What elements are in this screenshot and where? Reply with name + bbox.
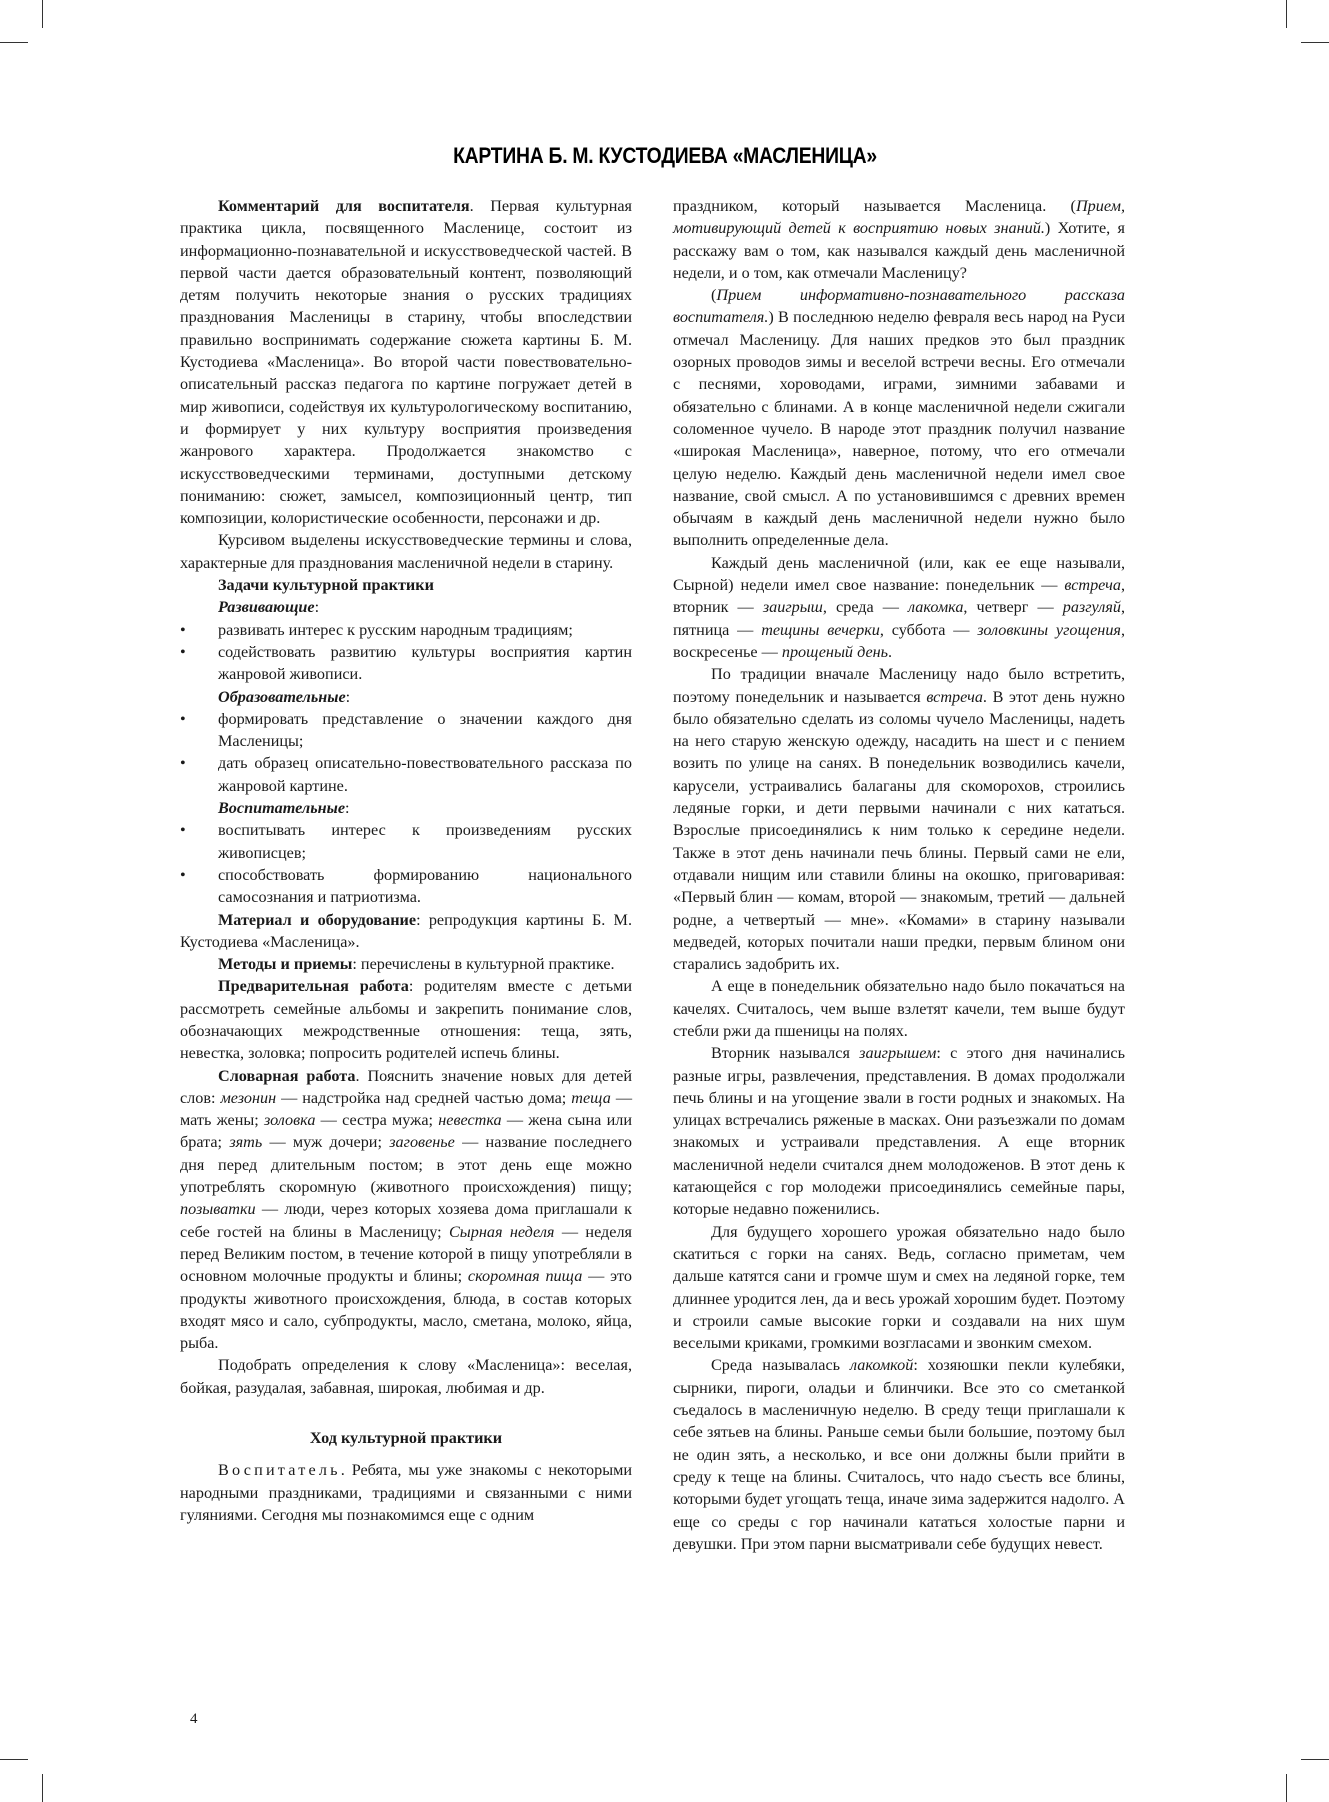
upbringing-label: Воспитательные: — [218, 799, 350, 818]
tuesday-paragraph: Вторник назывался заигрышем: с этого дня начинались разные игры, развлечения, представления. В домах продолжали печь блины и на угощение звали в гости родных и знакомых. На улицах встречались ряженые в масках. Они разъезжали по домам знакомых и устраивали представления. А еще вторник масленичной недели считался днем молодоженов. В этот день к катающейся с гор молодежи присоединялись семейные пары, которые недавно поженились. — [673, 1044, 1125, 1219]
crop-mark — [42, 0, 43, 28]
crop-mark — [42, 1774, 43, 1802]
crop-mark — [1286, 1774, 1287, 1802]
definitions-paragraph: Подобрать определения к слову «Масленица»: веселая, бойкая, разудалая, забавная, широкая, любимая и др. — [180, 1356, 632, 1397]
developing-label: Развивающие: — [218, 598, 320, 617]
speech-paragraph: Воспитатель. Ребята, мы уже знакомы с некоторыми народными праздниками, традициями и связанными с ними гуляниями. Сегодня мы познакомимся еще с одним — [180, 1461, 632, 1524]
list-item: • воспитывать интерес к произведениям русских живописцев; — [180, 821, 632, 862]
harvest-paragraph: Для будущего хорошего урожая обязательно надо было скатиться с горки на санях. Ведь, согласно приметам, чем дальше катятся сани и громче шум и смех на ледяной горке, тем длиннее уродится лен, да и весь урожай хорошим будет. Поэтому и строили самые высокие горки и создавали на них шум веселыми криками, громкими возгласами и звонким смехом. — [673, 1222, 1125, 1353]
crop-mark — [1301, 42, 1329, 43]
right-column — [673, 195, 1125, 1555]
days-paragraph: Каждый день масленичной (или, как ее еще называли, Сырной) недели имел свое название: понедельник — встреча, вторник — заигрыш, среда — лакомка, четверг — разгуляй, пятница — тещины вечерки, суббота — золовкины угощения, воскресенье — прощеный день. — [673, 553, 1126, 661]
list-item: • содействовать развитию культуры восприятия картин жанровой живописи. — [180, 642, 632, 684]
paragraph: праздником, который называется Масленица. (Прием, мотивирующий детей к восприятию новых знаний.) Хотите, я расскажу вам о том, как назывался каждый день масленичной недели, и о том, как отмечали Масленицу? — [673, 197, 1125, 282]
list-item: • формировать представление о значении каждого дня Масленицы; — [180, 709, 632, 751]
comment-paragraph: Комментарий для воспитателя. Первая культурная практика цикла, посвященного Масленице, состоит из информационно-познавательной и искусствоведческой частей. В первой части дается образовательный контент, позволяющий детям получить некоторые знания о русских традициях празднования Масленицы в старину, чтобы впоследствии правильно воспринимать содержание сюжета картины Б. М. Кустодиева «Масленица». Во второй части повествовательно-описательный рассказ педагога по картине погружает детей в мир живописи, содействуя их культурологическому воспитанию, и формирует у них культуру восприятия произведения жанрового характера. Продолжается знакомство с искусствоведческими терминами, доступными детскому пониманию: сюжет, замысел, композиционный центр, тип композиции, колористические особенности, персонажи и др. — [180, 197, 632, 528]
crop-mark — [1301, 1759, 1329, 1760]
wednesday-paragraph: Среда называлась лакомкой: хозяюшки пекли кулебяки, сырники, пироги, оладьи и блинчики. Все это со сметанкой съедалось в масленичную неделю. В среду тещи приглашали к себе зятьев на блины. Раньше семьи были большие, поэтому был не один зять, а несколько, и все они должны были прийти в среду к теще на блины. Считалось, что надо съесть все блины, которыми будет угощать теща, иначе зима задержится надолго. А еще со среды с гор начинали кататься холостые парни и девушки. При этом парни высматривали себе будущих невест. — [673, 1356, 1125, 1553]
monday-paragraph: По традиции вначале Масленицу надо было встретить, поэтому понедельник и называется встреча. В этот день нужно было обязательно сделать из соломы чучело Масленицы, надеть на него старую женскую одежду, насадить на шест и с пением возить по улице на санях. В понедельник возводились качели, карусели, устраивались балаганы для скоморохов, строились ледяные горки, и дети первыми начинали с них кататься. Взрослые присоединялись к ним только к середине недели. Также в этот день начинали печь блины. Первый сами не ели, отдавали нищим или ставили блины на окошко, приговаривая: «Первый блин — комам, второй — знакомым, третий — дальней родне, а четвертый — мне». «Комами» в старину называли медведей, которых почитали наши предки, первым блином они старались задобрить их. — [673, 665, 1125, 974]
prelim-paragraph: Предварительная работа: родителям вместе с детьми рассмотреть семейные альбомы и закрепить понимание слов, обозначающих межродственные отношения: теща, зять, невестка, золовка; попросить родителей испечь блины. — [180, 977, 632, 1063]
italic-note: Курсивом выделены искусствоведческие термины и слова, характерные для празднования масленичной недели в старину. — [180, 531, 632, 572]
list-item: • развивать интерес к русским народным традициям; — [180, 620, 573, 639]
educational-label: Образовательные: — [218, 687, 351, 706]
crop-mark — [1286, 0, 1287, 28]
page-title: КАРТИНА Б. М. КУСТОДИЕВА «МАСЛЕНИЦА» — [453, 143, 877, 169]
page-number: 4 — [190, 1711, 198, 1727]
crop-mark — [0, 42, 28, 43]
list-item: • способствовать формированию национального самосознания и патриотизма. — [180, 865, 632, 907]
left-column — [180, 195, 632, 1526]
tasks-heading: Задачи культурной практики — [218, 576, 434, 595]
vocab-paragraph: Словарная работа. Пояснить значение новых для детей слов: мезонин — надстройка над средней частью дома; теща — мать жены; золовка — сестра мужа; невестка — жена сына или брата; зять — муж дочери; заговенье — название последнего дня перед длительным постом; в этот день еще можно употреблять скоромную (животного происхождения) пищу; позыватки — люди, через которых хозяева дома приглашали к себе гостей на блины в Масленицу; Сырная неделя — неделя перед Великим постом, в течение которой в пищу употребляли в основном молочные продукты и блины; скоромная пища — это продукты животного происхождения, блюда, в состав которых входят мясо и сало, субпродукты, масло, сметана, молоко, яйца, рыба. — [180, 1066, 633, 1353]
methods-paragraph: Методы и приемы: перечислены в культурной практике. — [218, 955, 615, 974]
swings-paragraph: А еще в понедельник обязательно надо было покачаться на качелях. Считалось, чем выше взлетят качели, тем выше будут стебли ржи да пшеницы на полях. — [673, 977, 1125, 1040]
crop-mark — [0, 1759, 28, 1760]
comment-label: Комментарий для воспитателя — [218, 197, 470, 215]
paragraph: (Прием информативно-познавательного рассказа воспитателя.) В последнюю неделю февраля весь народ на Руси отмечал Масленицу. Для наших предков это был праздник озорных проводов зимы и веселой встречи весны. Его отмечали с песнями, хороводами, играми, зимними забавами и обязательно с блинами. А в конце масленичной недели сжигали соломенное чучело. В народе этот праздник получил название «широкая Масленица», наверное, потому, что его отмечали целую неделю. Каждый день масленичной недели имел свое название, свой смысл. А по установившимся с древних времен обычаям в каждый день масленичной недели нужно было выполнить определенные дела. — [673, 286, 1125, 550]
progress-heading: Ход культурной практики — [309, 1429, 503, 1448]
list-item: • дать образец описательно-повествовательного рассказа по жанровой картине. — [180, 754, 632, 795]
materials-paragraph: Материал и оборудование: репродукция картины Б. М. Кустодиева «Масленица». — [180, 910, 632, 951]
